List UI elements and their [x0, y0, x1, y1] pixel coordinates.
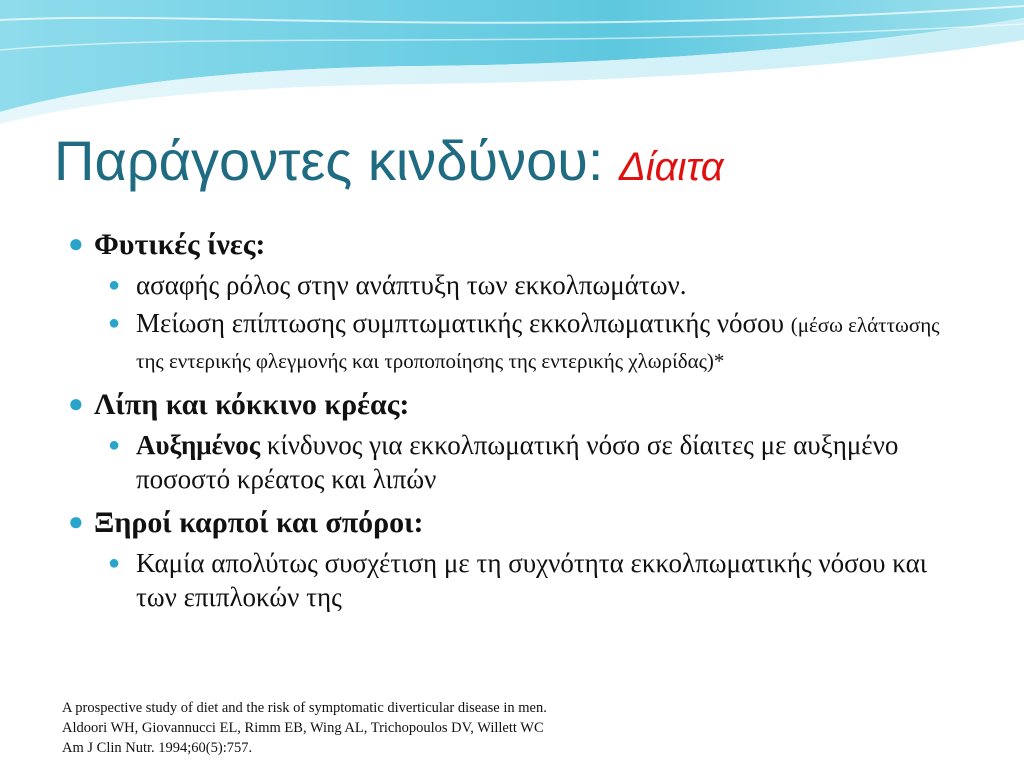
reference-title: A prospective study of diet and the risk of symptomatic diverticular disease in men. — [62, 700, 547, 716]
title-text: Παράγοντες κινδύνου: — [54, 129, 604, 192]
header-wave-decoration — [0, 0, 1024, 130]
list-item — [62, 546, 962, 614]
section-fat-meat — [62, 386, 962, 424]
reference-citation — [62, 698, 547, 758]
item-text: Καμία απολύτως συσχέτιση με τη συχνότητα εκκολπωματικής νόσου και των επιπλοκών της — [136, 548, 928, 612]
list-item — [62, 268, 962, 302]
section-fiber — [62, 226, 962, 264]
section-heading: Φυτικές ίνες: — [94, 228, 266, 261]
reference-authors: Aldoori WH, Giovannucci EL, Rimm EB, Wing AL, Trichopoulos DV, Willett WC — [62, 720, 544, 736]
round-bullet-icon: ● — [68, 229, 84, 258]
round-bullet-icon: ● — [108, 274, 121, 296]
round-bullet-icon: ● — [108, 312, 121, 334]
item-bold-text: Αυξημένος — [136, 430, 261, 460]
title-accent: Δίαιτα — [618, 145, 724, 189]
round-bullet-icon: ● — [108, 434, 121, 456]
round-bullet-icon: ● — [68, 507, 84, 536]
round-bullet-icon: ● — [68, 389, 84, 418]
section-heading: Ξηροί καρποί και σπόροι: — [94, 506, 424, 539]
item-text: Μείωση επίπτωσης συμπτωματικής εκκολπωματικής νόσου — [136, 308, 791, 338]
section-nuts-seeds — [62, 504, 962, 542]
list-item — [62, 306, 962, 378]
slide-title — [54, 128, 724, 193]
round-bullet-icon: ● — [108, 552, 121, 574]
list-item — [62, 428, 962, 496]
item-text: κίνδυνος για εκκολπωματική νόσο σε δίαιτες με αυξημένο ποσοστό κρέατος και λιπών — [136, 430, 899, 494]
item-text: ασαφής ρόλος στην ανάπτυξη των εκκολπωμάτων. — [136, 270, 687, 300]
item-small-text: (μέσω ελάττωσης της εντερικής φλεγμονής και τροποποίησης της εντερικής χλωρίδας)* — [136, 313, 940, 373]
reference-journal: Am J Clin Nutr. 1994;60(5):757. — [62, 740, 253, 756]
bullet-list — [62, 218, 962, 614]
section-heading: Λίπη και κόκκινο κρέας: — [94, 388, 410, 421]
